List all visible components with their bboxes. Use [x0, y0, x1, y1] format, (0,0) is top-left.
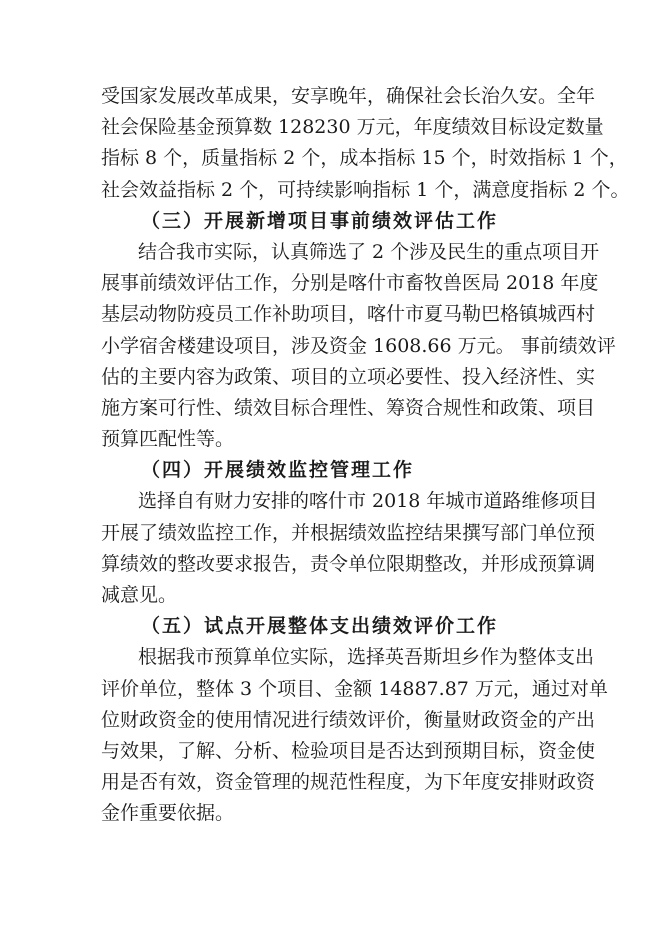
text-line: 选择自有财力安排的喀什市 2018 年城市道路维修项目: [138, 490, 598, 513]
text-line: 施方案可行性、绩效目标合理性、筹资合规性和政策、项目: [101, 396, 596, 419]
text-line: 基层动物防疫员工作补助项目，喀什市夏马勒巴格镇城西村: [101, 303, 596, 326]
text-line: 用是否有效，资金管理的规范性程度，为下年度安排财政资: [101, 771, 596, 794]
section-heading-4: （四）开展绩效监控管理工作: [141, 459, 415, 482]
section-heading-5: （五）试点开展整体支出绩效评价工作: [141, 615, 499, 638]
text-line: 位财政资金的使用情况进行绩效评价，衡量财政资金的产出: [101, 708, 596, 731]
text-line: 算绩效的整改要求报告，责令单位限期整改，并形成预算调: [101, 552, 596, 575]
section-heading-3: （三）开展新增项目事前绩效评估工作: [141, 209, 499, 232]
text-line: 社会保险基金预算数 128230 万元，年度绩效目标设定数量: [101, 116, 604, 139]
text-line: 开展了绩效监控工作，并根据绩效监控结果撰写部门单位预: [101, 521, 596, 544]
document-page: [101, 81, 630, 830]
text-line: 指标 8 个，质量指标 2 个，成本指标 15 个，时效指标 1 个，: [101, 147, 628, 170]
text-line: 与效果，了解、分析、检验项目是否达到预期目标，资金使: [101, 739, 596, 762]
text-line: 预算匹配性等。: [101, 428, 235, 451]
text-line: 减意见。: [101, 584, 178, 606]
text-line: 根据我市预算单位实际，选择英吾斯坦乡作为整体支出: [138, 646, 595, 669]
text-line: 金作重要依据。: [101, 802, 235, 825]
text-line: 结合我市实际，认真筛选了 2 个涉及民生的重点项目开: [138, 240, 600, 263]
text-line: 社会效益指标 2 个，可持续影响指标 1 个，满意度指标 2 个。: [101, 178, 630, 201]
text-line: 受国家发展改革成果，安享晚年，确保社会长治久安。全年: [101, 85, 596, 107]
text-line: 评价单位，整体 3 个项目、金额 14887.87 万元，通过对单: [101, 677, 608, 700]
text-line: 估的主要内容为政策、项目的立项必要性、投入经济性、实: [101, 365, 596, 388]
text-line: 展事前绩效评估工作，分别是喀什市畜牧兽医局 2018 年度: [101, 272, 599, 295]
text-line: 小学宿舍楼建设项目，涉及资金 1608.66 万元。 事前绩效评: [101, 334, 616, 357]
